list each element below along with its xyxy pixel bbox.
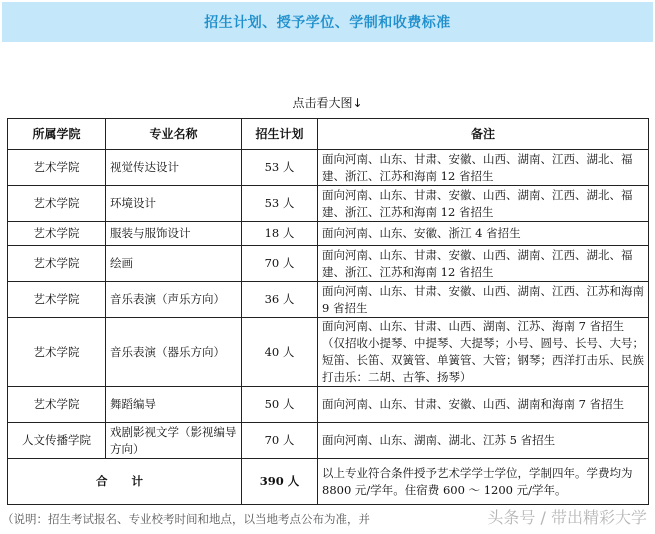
total-label: 合 计 (8, 459, 242, 505)
cell-major: 音乐表演（器乐方向） (106, 318, 242, 387)
total-remark: 以上专业符合条件授予艺术学学士学位，学制四年。学费均为 8800 元/学年。住宿费 600 ～ 1200 元/学年。 (318, 459, 649, 505)
enrollment-plan-table (7, 118, 649, 505)
table-row (8, 282, 649, 318)
cell-remark: 面向河南、山东、甘肃、安徽、山西、湖南、江西、江苏和海南 9 省招生 (318, 282, 649, 318)
table-row (8, 186, 649, 222)
cell-major: 绘画 (106, 246, 242, 282)
cell-major: 舞蹈编导 (106, 387, 242, 423)
header-college: 所属学院 (8, 119, 106, 150)
cell-major: 视觉传达设计 (106, 150, 242, 186)
cell-plan: 36 人 (242, 282, 318, 318)
cell-major: 环境设计 (106, 186, 242, 222)
total-plan: 390 人 (242, 459, 318, 505)
cell-college: 艺术学院 (8, 282, 106, 318)
table-header-row (8, 119, 649, 150)
cell-plan: 70 人 (242, 246, 318, 282)
cell-college: 艺术学院 (8, 186, 106, 222)
cell-major: 戏剧影视文学（影视编导方向） (106, 423, 242, 459)
section-banner (2, 2, 653, 42)
table-row (8, 150, 649, 186)
cell-college: 艺术学院 (8, 318, 106, 387)
cell-plan: 40 人 (242, 318, 318, 387)
cell-remark: 面向河南、山东、甘肃、安徽、山西、湖南和海南 7 省招生 (318, 387, 649, 423)
cell-remark: 面向河南、山东、湖南、湖北、江苏 5 省招生 (318, 423, 649, 459)
cell-plan: 18 人 (242, 222, 318, 246)
cell-college: 艺术学院 (8, 150, 106, 186)
cell-plan: 70 人 (242, 423, 318, 459)
cell-plan: 53 人 (242, 150, 318, 186)
table-row (8, 318, 649, 387)
table-row (8, 423, 649, 459)
header-remark: 备注 (318, 119, 649, 150)
table-row (8, 246, 649, 282)
cell-college: 艺术学院 (8, 222, 106, 246)
view-larger-link[interactable]: 点击看大图↓ (292, 96, 363, 110)
watermark: 头条号 / 带出精彩大学 (487, 508, 647, 527)
cell-remark: 面向河南、山东、甘肃、安徽、山西、湖南、江西、湖北、福建、浙江、江苏和海南 12 省招生 (318, 246, 649, 282)
cell-remark: 面向河南、山东、安徽、浙江 4 省招生 (318, 222, 649, 246)
table-row (8, 222, 649, 246)
table-total-row (8, 459, 649, 505)
cell-remark: 面向河南、山东、甘肃、山西、湖南、江苏、海南 7 省招生（仅招收小提琴、中提琴、大提琴；小号、圆号、长号、大号；短笛、长笛、双簧管、单簧管、大管；钢琴；西洋打击乐、民族打击乐：二胡、古筝、扬琴） (318, 318, 649, 387)
cell-plan: 50 人 (242, 387, 318, 423)
cell-plan: 53 人 (242, 186, 318, 222)
cell-college: 艺术学院 (8, 387, 106, 423)
cell-major: 音乐表演（声乐方向） (106, 282, 242, 318)
cell-remark: 面向河南、山东、甘肃、安徽、山西、湖南、江西、湖北、福建、浙江、江苏和海南 12 省招生 (318, 150, 649, 186)
cell-major: 服装与服饰设计 (106, 222, 242, 246)
cell-college: 艺术学院 (8, 246, 106, 282)
header-plan: 招生计划 (242, 119, 318, 150)
footnote: （说明：招生考试报名、专业校考时间和地点，以当地考点公布为准，并 (2, 512, 370, 526)
cell-remark: 面向河南、山东、甘肃、安徽、山西、湖南、江西、湖北、福建、浙江、江苏和海南 12 省招生 (318, 186, 649, 222)
banner-title: 招生计划、授予学位、学制和收费标准 (204, 15, 451, 31)
cell-college: 人文传播学院 (8, 423, 106, 459)
table-row (8, 387, 649, 423)
header-major: 专业名称 (106, 119, 242, 150)
